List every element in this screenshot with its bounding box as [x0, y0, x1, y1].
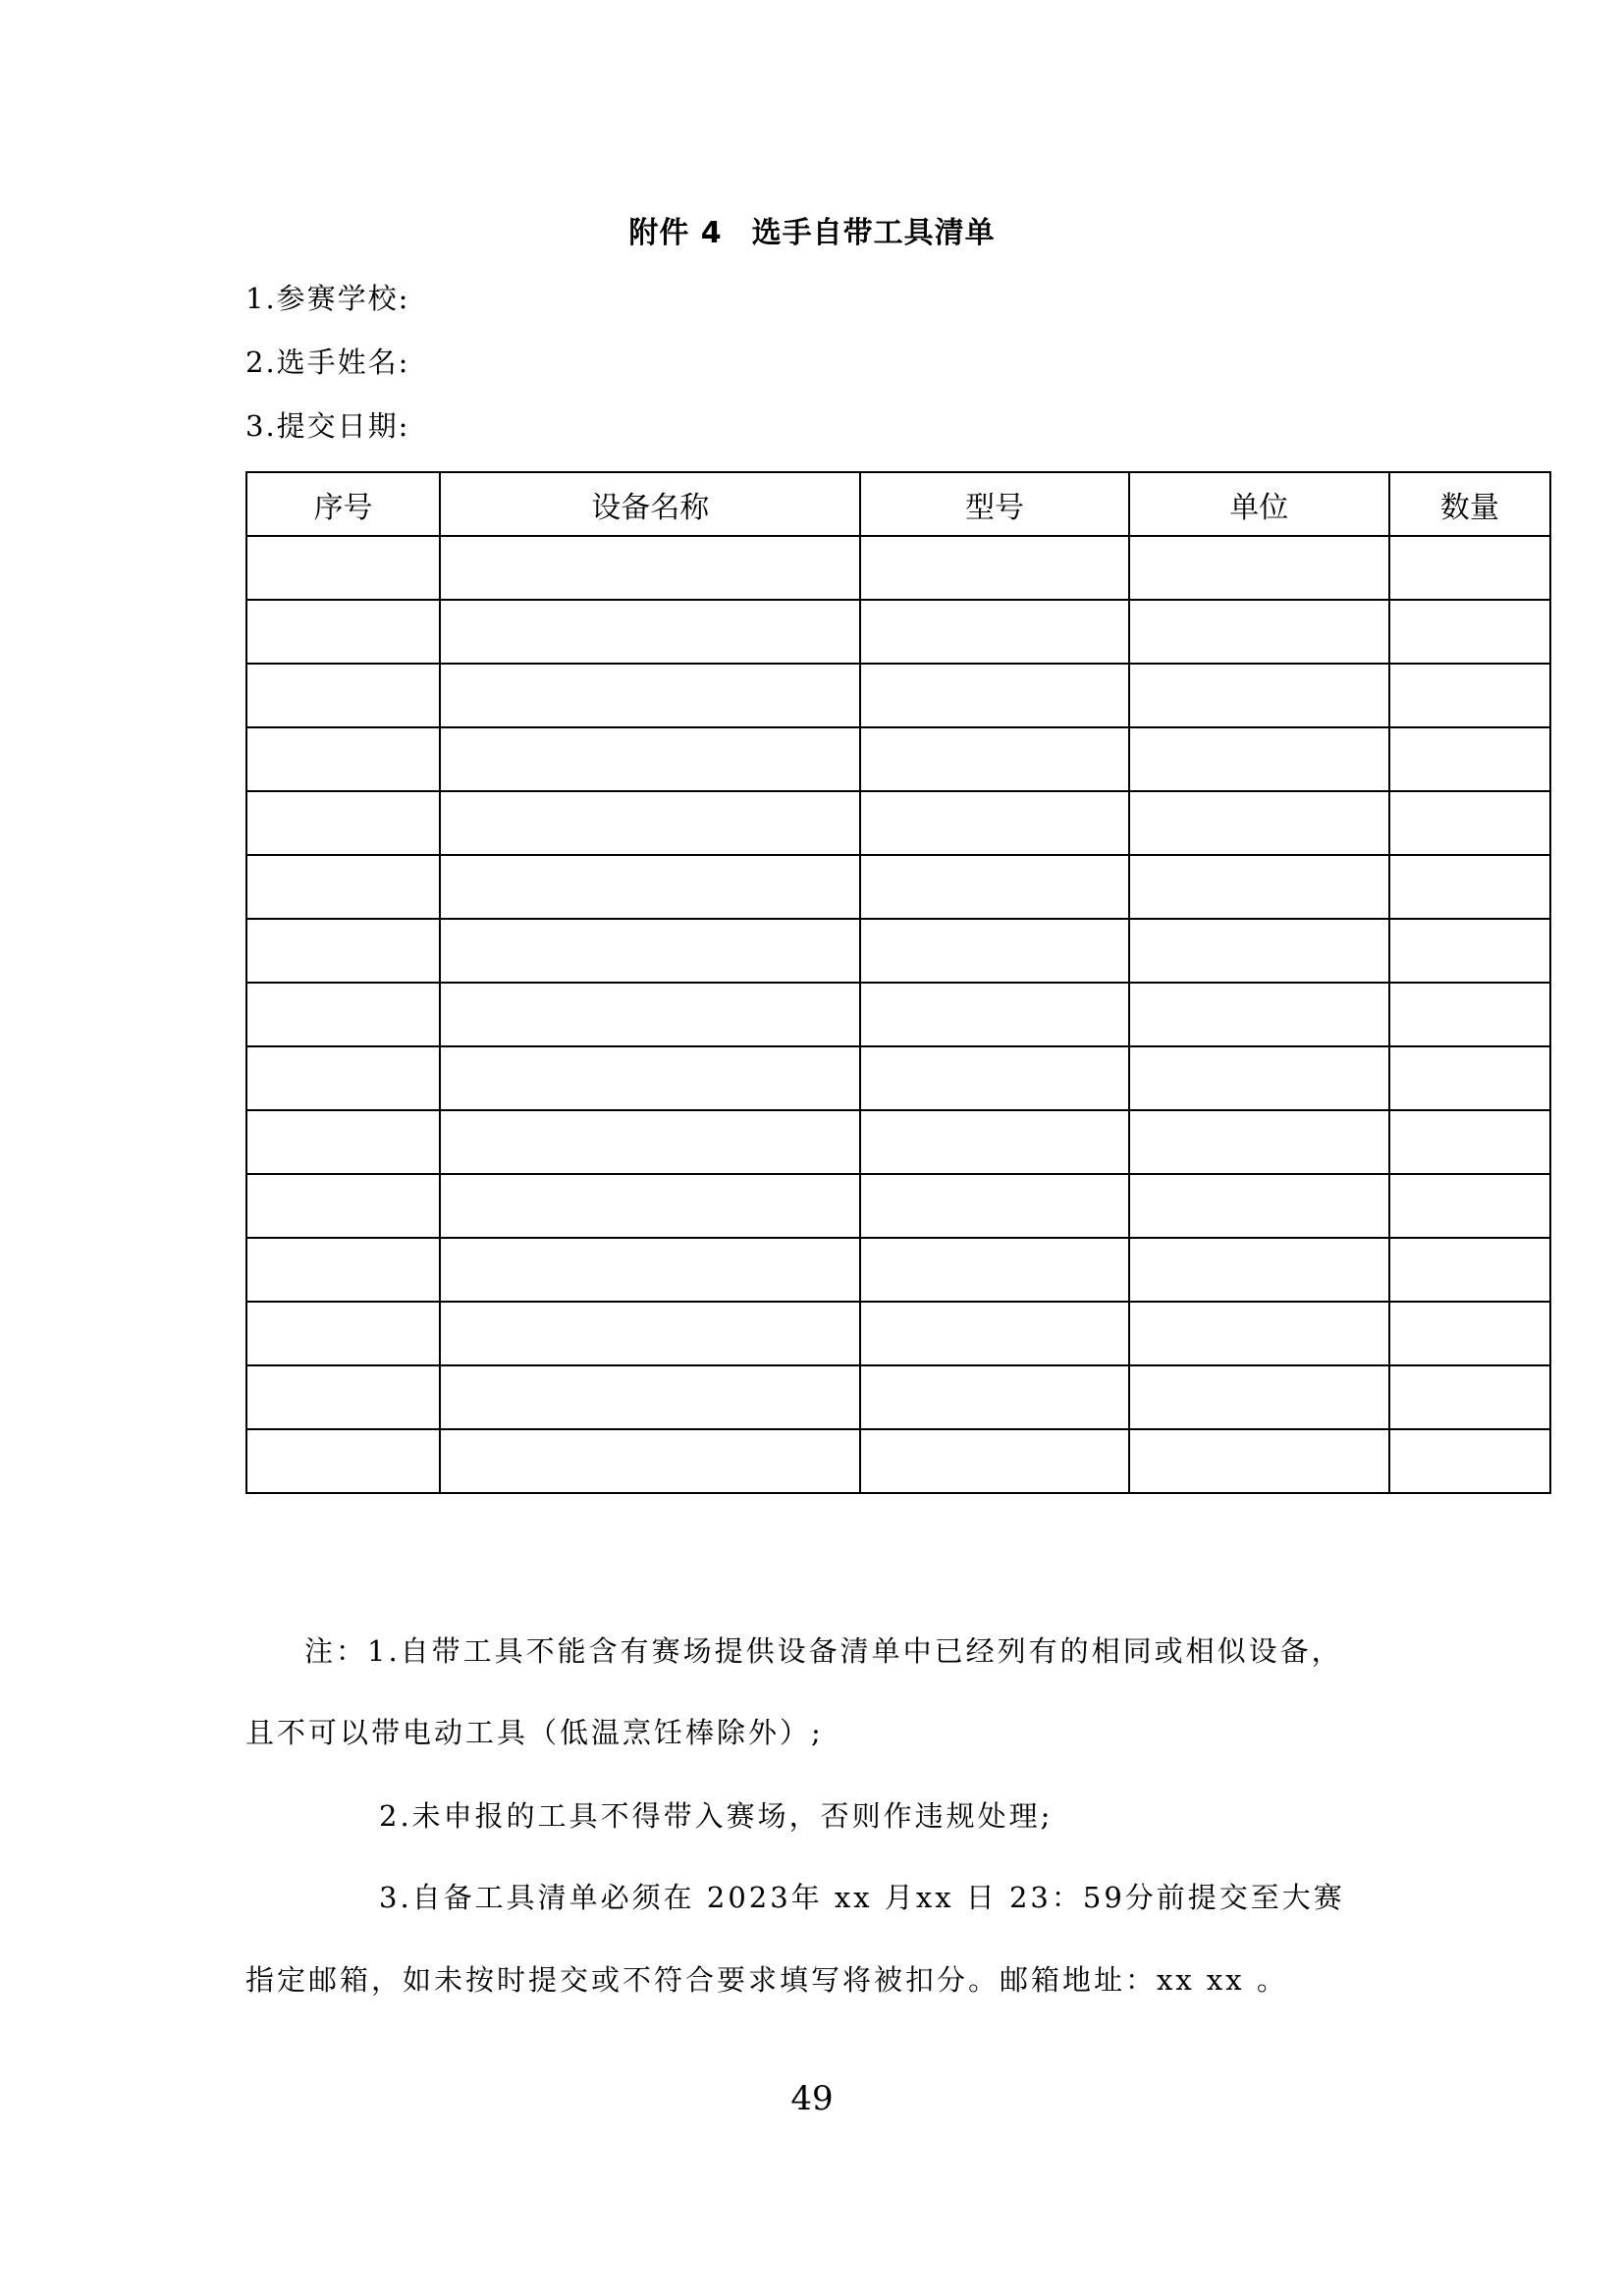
table-cell: [860, 1429, 1128, 1493]
table-cell: [440, 791, 860, 855]
table-cell: [1389, 536, 1550, 600]
table-cell: [1389, 1046, 1550, 1110]
table-cell: [860, 1174, 1128, 1238]
table-cell: [440, 1238, 860, 1302]
header-serial-number: 序号: [246, 472, 440, 536]
table-cell: [246, 919, 440, 983]
table-cell: [246, 1429, 440, 1493]
table-cell: [1129, 855, 1389, 919]
note-line-2: 且不可以带电动工具（低温烹饪棒除外）;: [245, 1716, 824, 1749]
table-row: [246, 536, 1550, 600]
table-row: [246, 600, 1550, 664]
table-cell: [440, 600, 860, 664]
table-cell: [1389, 727, 1550, 791]
field-submit-date: 3.提交日期:: [245, 409, 410, 443]
header-equipment-name: 设备名称: [440, 472, 860, 536]
table-cell: [1129, 919, 1389, 983]
table-cell: [246, 600, 440, 664]
table-row: [246, 1238, 1550, 1302]
table-row: [246, 1429, 1550, 1493]
table-cell: [440, 855, 860, 919]
table-cell: [1389, 1302, 1550, 1365]
table-body: [246, 536, 1550, 1493]
table-cell: [1129, 1110, 1389, 1174]
table-cell: [860, 536, 1128, 600]
table-cell: [1389, 600, 1550, 664]
page-title: [0, 208, 1624, 251]
table-cell: [246, 1302, 440, 1365]
title-text: 选手自带工具清单: [751, 216, 996, 250]
field-school: 1.参赛学校:: [245, 282, 410, 315]
table-cell: [246, 1046, 440, 1110]
table-cell: [1129, 1046, 1389, 1110]
table-cell: [246, 727, 440, 791]
tool-list-table: [245, 471, 1551, 1494]
table-cell: [1389, 1110, 1550, 1174]
table-row: [246, 1174, 1550, 1238]
table-cell: [1129, 600, 1389, 664]
table-cell: [1129, 1238, 1389, 1302]
table-row: [246, 727, 1550, 791]
table-header-row: [246, 472, 1550, 536]
table-cell: [860, 1238, 1128, 1302]
table-cell: [246, 664, 440, 727]
table-cell: [1129, 1174, 1389, 1238]
table-cell: [440, 536, 860, 600]
table-cell: [1129, 727, 1389, 791]
table-cell: [246, 1110, 440, 1174]
table-row: [246, 983, 1550, 1046]
table-cell: [860, 664, 1128, 727]
table-cell: [440, 664, 860, 727]
table-cell: [1129, 983, 1389, 1046]
table-cell: [246, 1174, 440, 1238]
table-cell: [440, 1174, 860, 1238]
table-cell: [1389, 983, 1550, 1046]
table-cell: [440, 1046, 860, 1110]
table-cell: [860, 1110, 1128, 1174]
table-cell: [246, 1365, 440, 1429]
table-cell: [440, 727, 860, 791]
table-cell: [246, 536, 440, 600]
table-cell: [1129, 1429, 1389, 1493]
table-cell: [246, 855, 440, 919]
table-cell: [440, 919, 860, 983]
table-cell: [1389, 1365, 1550, 1429]
header-quantity: 数量: [1389, 472, 1550, 536]
table-cell: [1389, 1174, 1550, 1238]
table-row: [246, 1365, 1550, 1429]
table-cell: [1129, 664, 1389, 727]
note-line-5: 指定邮箱，如未按时提交或不符合要求填写将被扣分。邮箱地址：xx xx 。: [245, 1963, 1288, 1997]
table-cell: [1389, 1238, 1550, 1302]
table-cell: [860, 1046, 1128, 1110]
table-cell: [1389, 664, 1550, 727]
table-row: [246, 664, 1550, 727]
table-cell: [1389, 919, 1550, 983]
table-cell: [1129, 791, 1389, 855]
note-line-3: 2.未申报的工具不得带入赛场，否则作违规处理;: [379, 1799, 1054, 1833]
table-row: [246, 855, 1550, 919]
note-line-1: 注：1.自带工具不能含有赛场提供设备清单中已经列有的相同或相似设备，: [304, 1634, 1343, 1668]
table-cell: [1389, 791, 1550, 855]
table-row: [246, 919, 1550, 983]
table-cell: [1129, 1302, 1389, 1365]
table-cell: [1389, 1429, 1550, 1493]
header-model: 型号: [860, 472, 1128, 536]
table-cell: [1129, 1365, 1389, 1429]
table-cell: [246, 1238, 440, 1302]
table-cell: [860, 1365, 1128, 1429]
table-row: [246, 791, 1550, 855]
page-number: 49: [790, 2079, 834, 2118]
table-cell: [1129, 536, 1389, 600]
table-cell: [860, 727, 1128, 791]
header-unit: 单位: [1129, 472, 1389, 536]
table-cell: [860, 983, 1128, 1046]
table-cell: [440, 1110, 860, 1174]
table-cell: [860, 791, 1128, 855]
table-cell: [860, 600, 1128, 664]
table-cell: [860, 1302, 1128, 1365]
table-cell: [1389, 855, 1550, 919]
table-row: [246, 1046, 1550, 1110]
title-prefix: 附件 4: [628, 216, 723, 250]
table-cell: [246, 791, 440, 855]
table-cell: [440, 1302, 860, 1365]
table-cell: [440, 1365, 860, 1429]
table-cell: [440, 1429, 860, 1493]
table-cell: [246, 983, 440, 1046]
table-row: [246, 1110, 1550, 1174]
note-line-4: 3.自备工具清单必须在 2023年 xx 月xx 日 23：59分前提交至大赛: [379, 1881, 1345, 1914]
table-cell: [440, 983, 860, 1046]
table-cell: [860, 919, 1128, 983]
table-row: [246, 1302, 1550, 1365]
table-cell: [860, 855, 1128, 919]
field-contestant-name: 2.选手姓名:: [245, 346, 410, 379]
